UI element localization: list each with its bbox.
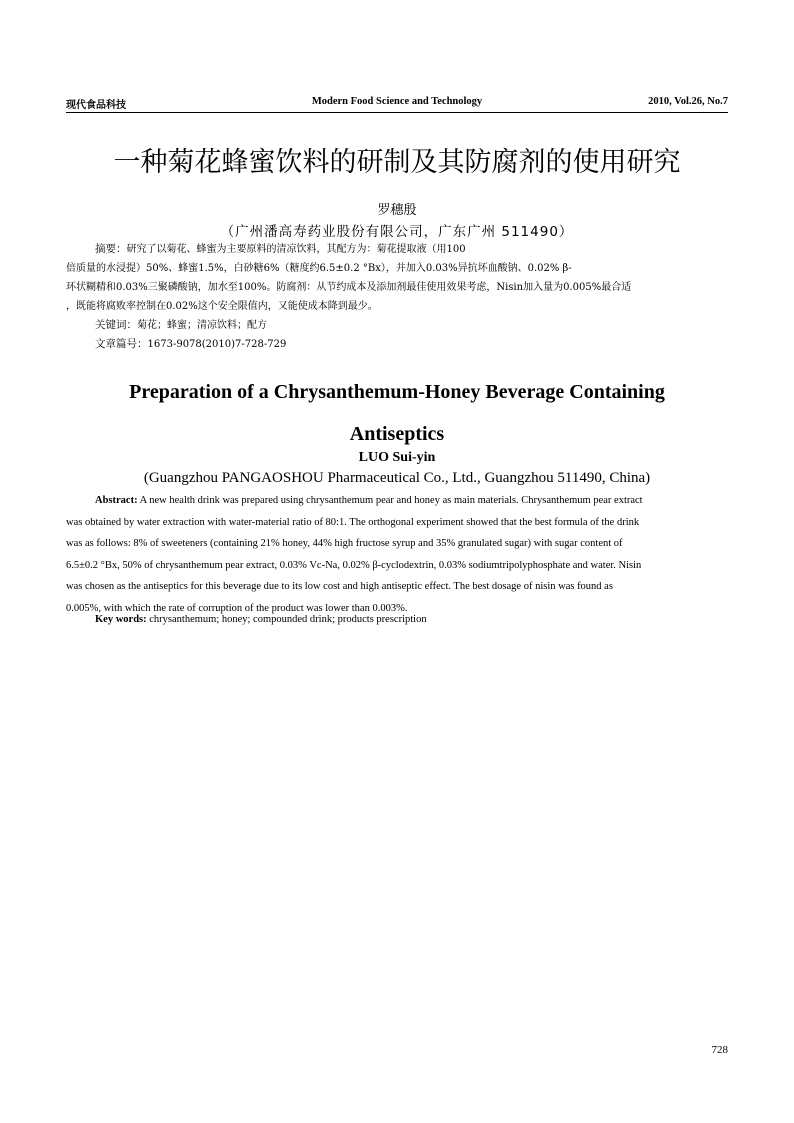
running-header xyxy=(66,96,728,113)
english-title xyxy=(0,371,794,455)
chinese-keywords xyxy=(66,316,730,335)
keywords-label-cn: 关键词： xyxy=(95,319,137,331)
chinese-abstract-block xyxy=(66,240,730,354)
english-abstract-line: was as follows: 8% of sweeteners (containing 21% honey, 44% high fructose syrup and 35% granulated sugar) with sugar content of xyxy=(66,538,623,549)
chinese-abstract-line: 环状糊精和0.03%三聚磷酸钠，加水至100%。防腐剂：从节约成本及添加剂最佳使用效果考虑，Nisin加入量为0.005%最合适 xyxy=(66,282,632,293)
english-abstract-line: was chosen as the antiseptics for this beverage due to its low cost and high antiseptic effect. The best dosage of nisin was found as xyxy=(66,581,613,592)
english-abstract-line: was obtained by water extraction with water-material ratio of 80:1. The orthogonal experiment showed that the best formula of the drink xyxy=(66,516,640,528)
journal-name-cn: 现代食品科技 xyxy=(66,100,126,111)
abstract-text-cn: 研究了以菊花、蜂蜜为主要原料的清凉饮料，其配方为：菊花提取液（用100 xyxy=(126,244,466,255)
issue-info: 2010, Vol.26, No.7 xyxy=(648,96,728,107)
english-abstract-line: 6.5±0.2 °Bx, 50% of chrysanthemum pear extract, 0.03% Vc-Na, 0.02% β-cyclodextrin, 0.03% sodiumtripolyphosphate and water. Nisin xyxy=(66,559,642,571)
english-abstract-line: 0.005%, with which the rate of corruption of the product was lower than 0.003%. xyxy=(66,602,408,614)
chinese-abstract-line: ，既能将腐败率控制在0.02%这个安全限值内，又能使成本降到最少。 xyxy=(66,301,378,312)
page-number: 728 xyxy=(711,1044,728,1056)
english-author: LUO Sui-yin xyxy=(358,450,436,465)
chinese-affiliation: （广州潘高寿药业股份有限公司，广东广州 511490） xyxy=(220,224,574,240)
abstract-label-en: Abstract: xyxy=(95,495,138,506)
chinese-title: 一种菊花蜂蜜饮料的研制及其防腐剂的使用研究 xyxy=(113,147,681,178)
english-title-line-1: Preparation of a Chrysanthemum-Honey Beverage Containing xyxy=(129,381,665,403)
article-number-value: 1673-9078(2010)7-728-729 xyxy=(147,339,287,350)
article-number-label: 文章篇号： xyxy=(95,338,148,350)
english-affiliation: (Guangzhou PANGAOSHOU Pharmaceutical Co., Ltd., Guangzhou 511490, China) xyxy=(143,470,651,486)
keywords-label-en: Key words: xyxy=(95,614,147,625)
english-title-line-2: Antiseptics xyxy=(349,423,445,445)
english-abstract-line xyxy=(66,490,728,512)
keywords-text-cn: 菊花；蜂蜜；清凉饮料；配方 xyxy=(137,320,267,331)
keywords-text-en: chrysanthemum; honey; compounded drink; products prescription xyxy=(149,614,427,625)
abstract-label-cn: 摘要： xyxy=(95,243,127,255)
english-abstract-block xyxy=(66,490,728,619)
chinese-author: 罗穗殷 xyxy=(377,203,417,218)
journal-name-en: Modern Food Science and Technology xyxy=(311,96,483,107)
english-keywords xyxy=(95,614,427,625)
chinese-abstract-line: 倍质量的水浸提）50%、蜂蜜1.5%，白砂糖6%（糖度约6.5±0.2 °Bx），并加入0.03%异抗坏血酸钠、0.02% β- xyxy=(66,263,572,274)
abstract-text-en: A new health drink was prepared using chrysanthemum pear and honey as main materials. Chrysanthemum pear extract xyxy=(139,495,643,506)
article-number xyxy=(66,335,730,354)
chinese-abstract-line xyxy=(66,240,730,259)
